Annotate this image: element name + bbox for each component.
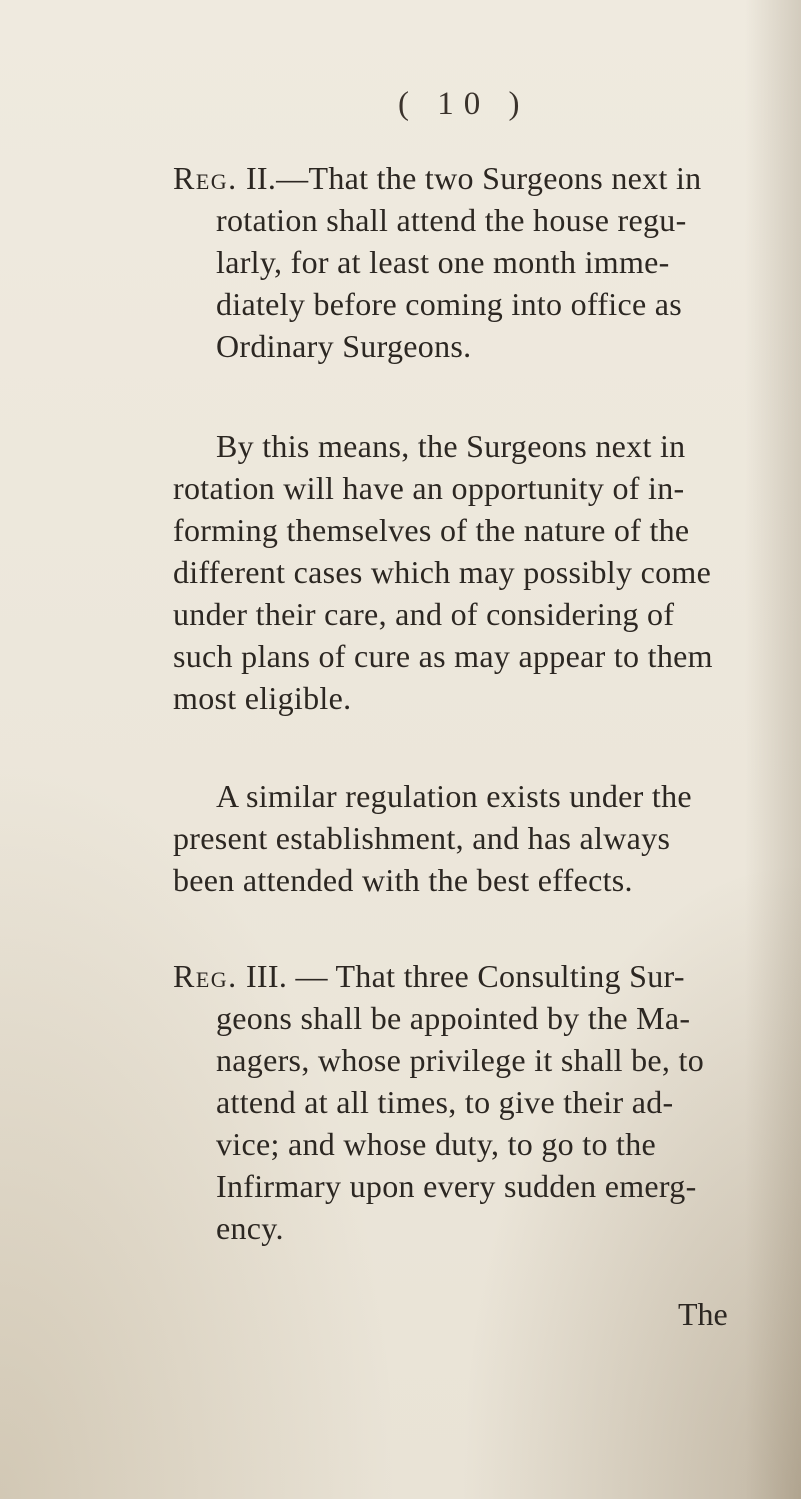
text-line: geons shall be appointed by the Ma- xyxy=(216,1000,691,1036)
text-line: Infirmary upon every sudden emerg- xyxy=(216,1168,697,1204)
text-line: present establishment, and has always xyxy=(173,820,671,856)
text-line: By this means, the Surgeons next in xyxy=(216,428,686,464)
text-line: Ordinary Surgeons. xyxy=(216,328,472,364)
text-line: forming themselves of the nature of the xyxy=(173,512,690,548)
text-line: diately before coming into office as xyxy=(216,286,683,322)
text-line: been attended with the best effects. xyxy=(173,862,633,898)
text-line: attend at all times, to give their ad- xyxy=(216,1084,674,1120)
text-line: larly, for at least one month imme- xyxy=(216,244,670,280)
text-line: rotation shall attend the house regu- xyxy=(216,202,687,238)
text-line: vice; and whose duty, to go to the xyxy=(216,1126,657,1162)
text-line: Reg. III. — That three Consulting Sur- xyxy=(173,958,685,994)
text-line: ency. xyxy=(216,1210,284,1246)
text-line: rotation will have an opportunity of in- xyxy=(173,470,685,506)
text-line: such plans of cure as may appear to them xyxy=(173,638,713,674)
text-line: A similar regulation exists under the xyxy=(216,778,692,814)
text-line: different cases which may possibly come xyxy=(173,554,712,590)
catchword: The xyxy=(678,1296,728,1332)
text-line: most eligible. xyxy=(173,680,352,716)
text-line: Reg. II.—That the two Surgeons next in xyxy=(173,160,702,196)
page-number: ( 10 ) xyxy=(398,86,530,122)
text-line: nagers, whose privilege it shall be, to xyxy=(216,1042,705,1078)
text-line: under their care, and of considering of xyxy=(173,596,675,632)
